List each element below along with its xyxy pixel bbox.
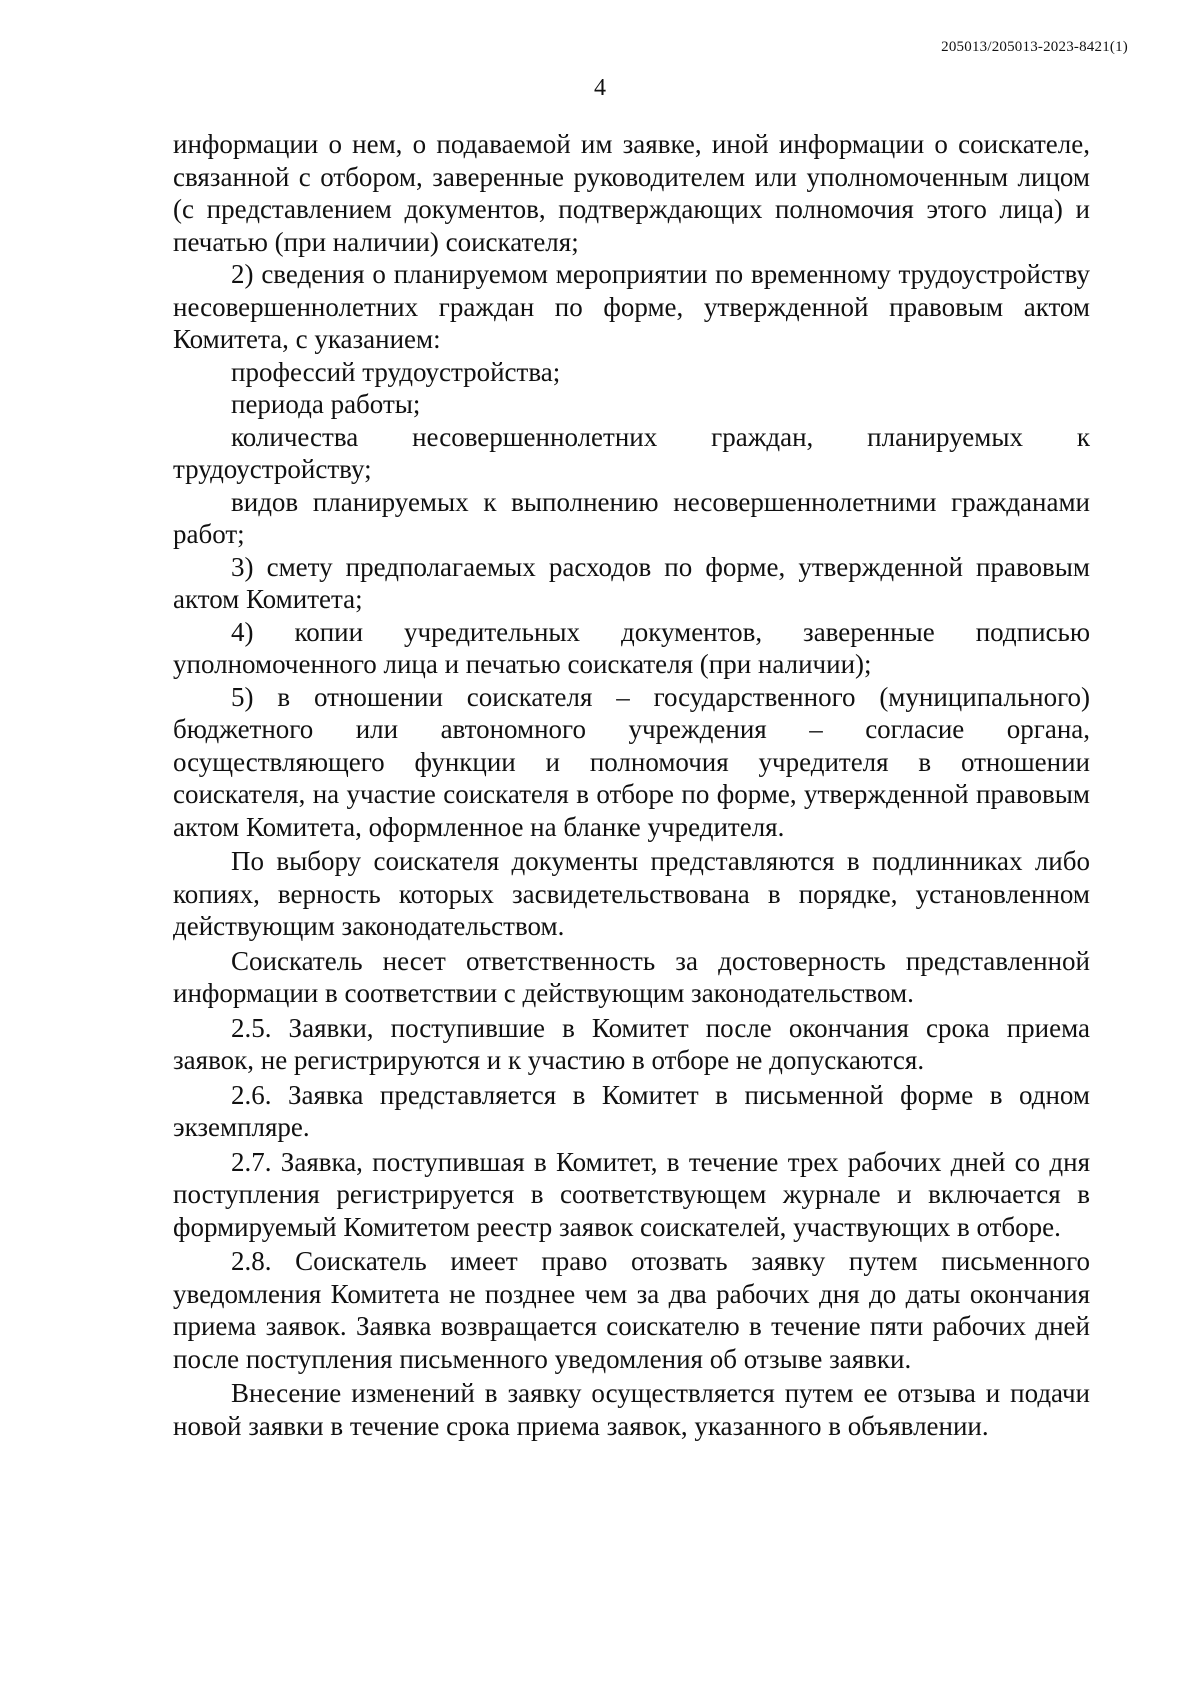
paragraph-subitem-work-period: периода работы;	[231, 389, 421, 419]
paragraph-2-6-written-form: 2.6. Заявка представляется в Комитет в письменной форме в одном экземпляре.	[173, 1079, 1090, 1142]
paragraph-item-3-cost-estimate: 3) смету предполагаемых расходов по форме, утвержденной правовым актом Комитета;	[173, 551, 1090, 614]
document-body	[173, 128, 1090, 1442]
paragraph-subitem-professions: профессий трудоустройства;	[231, 356, 561, 387]
paragraph-applicant-responsibility: Соискатель несет ответственность за достоверность представленной информации в соответствии с действующим законодательством.	[173, 945, 1090, 1008]
page-number: 4	[594, 75, 606, 101]
paragraph-subitem-minors-count: количества несовершеннолетних граждан, планируемых к трудоустройству;	[173, 421, 1090, 484]
paragraph-continuation-info: информации о нем, о подаваемой им заявке, иной информации о соискателе, связанной с отбором, заверенные руководителем или уполномоченным лицом (с представлением документов, подтверждающих полномочия этого лица) и печатью (при наличии) соискателя;	[173, 129, 1090, 257]
paragraph-subitem-work-types: видов планируемых к выполнению несовершеннолетними гражданами работ;	[173, 486, 1090, 549]
paragraph-2-8-withdrawal: 2.8. Соискатель имеет право отозвать заявку путем письменного уведомления Комитета не позднее чем за два рабочих дня до даты окончания приема заявок. Заявка возвращается соискателю в течение пяти рабочих дней после поступления письменного уведомления об отзыве заявки.	[173, 1246, 1090, 1374]
document-registration-number: 205013/205013-2023-8421(1)	[941, 39, 1128, 55]
paragraph-2-5-late-applications: 2.5. Заявки, поступившие в Комитет после окончания срока приема заявок, не регистрируются и к участию в отборе не допускаются.	[173, 1012, 1090, 1075]
paragraph-item-4-founding-documents: 4) копии учредительных документов, заверенные подписью уполномоченного лица и печатью соискателя (при наличии);	[173, 616, 1090, 679]
paragraph-item-5-founder-consent: 5) в отношении соискателя – государственного (муниципального) бюджетного или автономного учреждения – согласие органа, осуществляющего функции и полномочия учредителя в отношении соискателя, на участие соискателя в отборе по форме, утвержденной правовым актом Комитета, оформленное на бланке учредителя.	[173, 681, 1090, 842]
paragraph-documents-originals-copies: По выбору соискателя документы представляются в подлинниках либо копиях, верность которых засвидетельствована в порядке, установленном действующим законодательством.	[173, 846, 1090, 941]
paragraph-item-2-event-info: 2) сведения о планируемом мероприятии по временному трудоустройству несовершеннолетних граждан по форме, утвержденной правовым актом Комитета, с указанием:	[173, 259, 1090, 354]
paragraph-2-7-registration: 2.7. Заявка, поступившая в Комитет, в течение трех рабочих дней со дня поступления регистрируется в соответствующем журнале и включается в формируемый Комитетом реестр заявок соискателей, участвующих в отборе.	[173, 1146, 1090, 1242]
paragraph-amendments: Внесение изменений в заявку осуществляется путем ее отзыва и подачи новой заявки в течение срока приема заявок, указанного в объявлении.	[173, 1378, 1090, 1441]
